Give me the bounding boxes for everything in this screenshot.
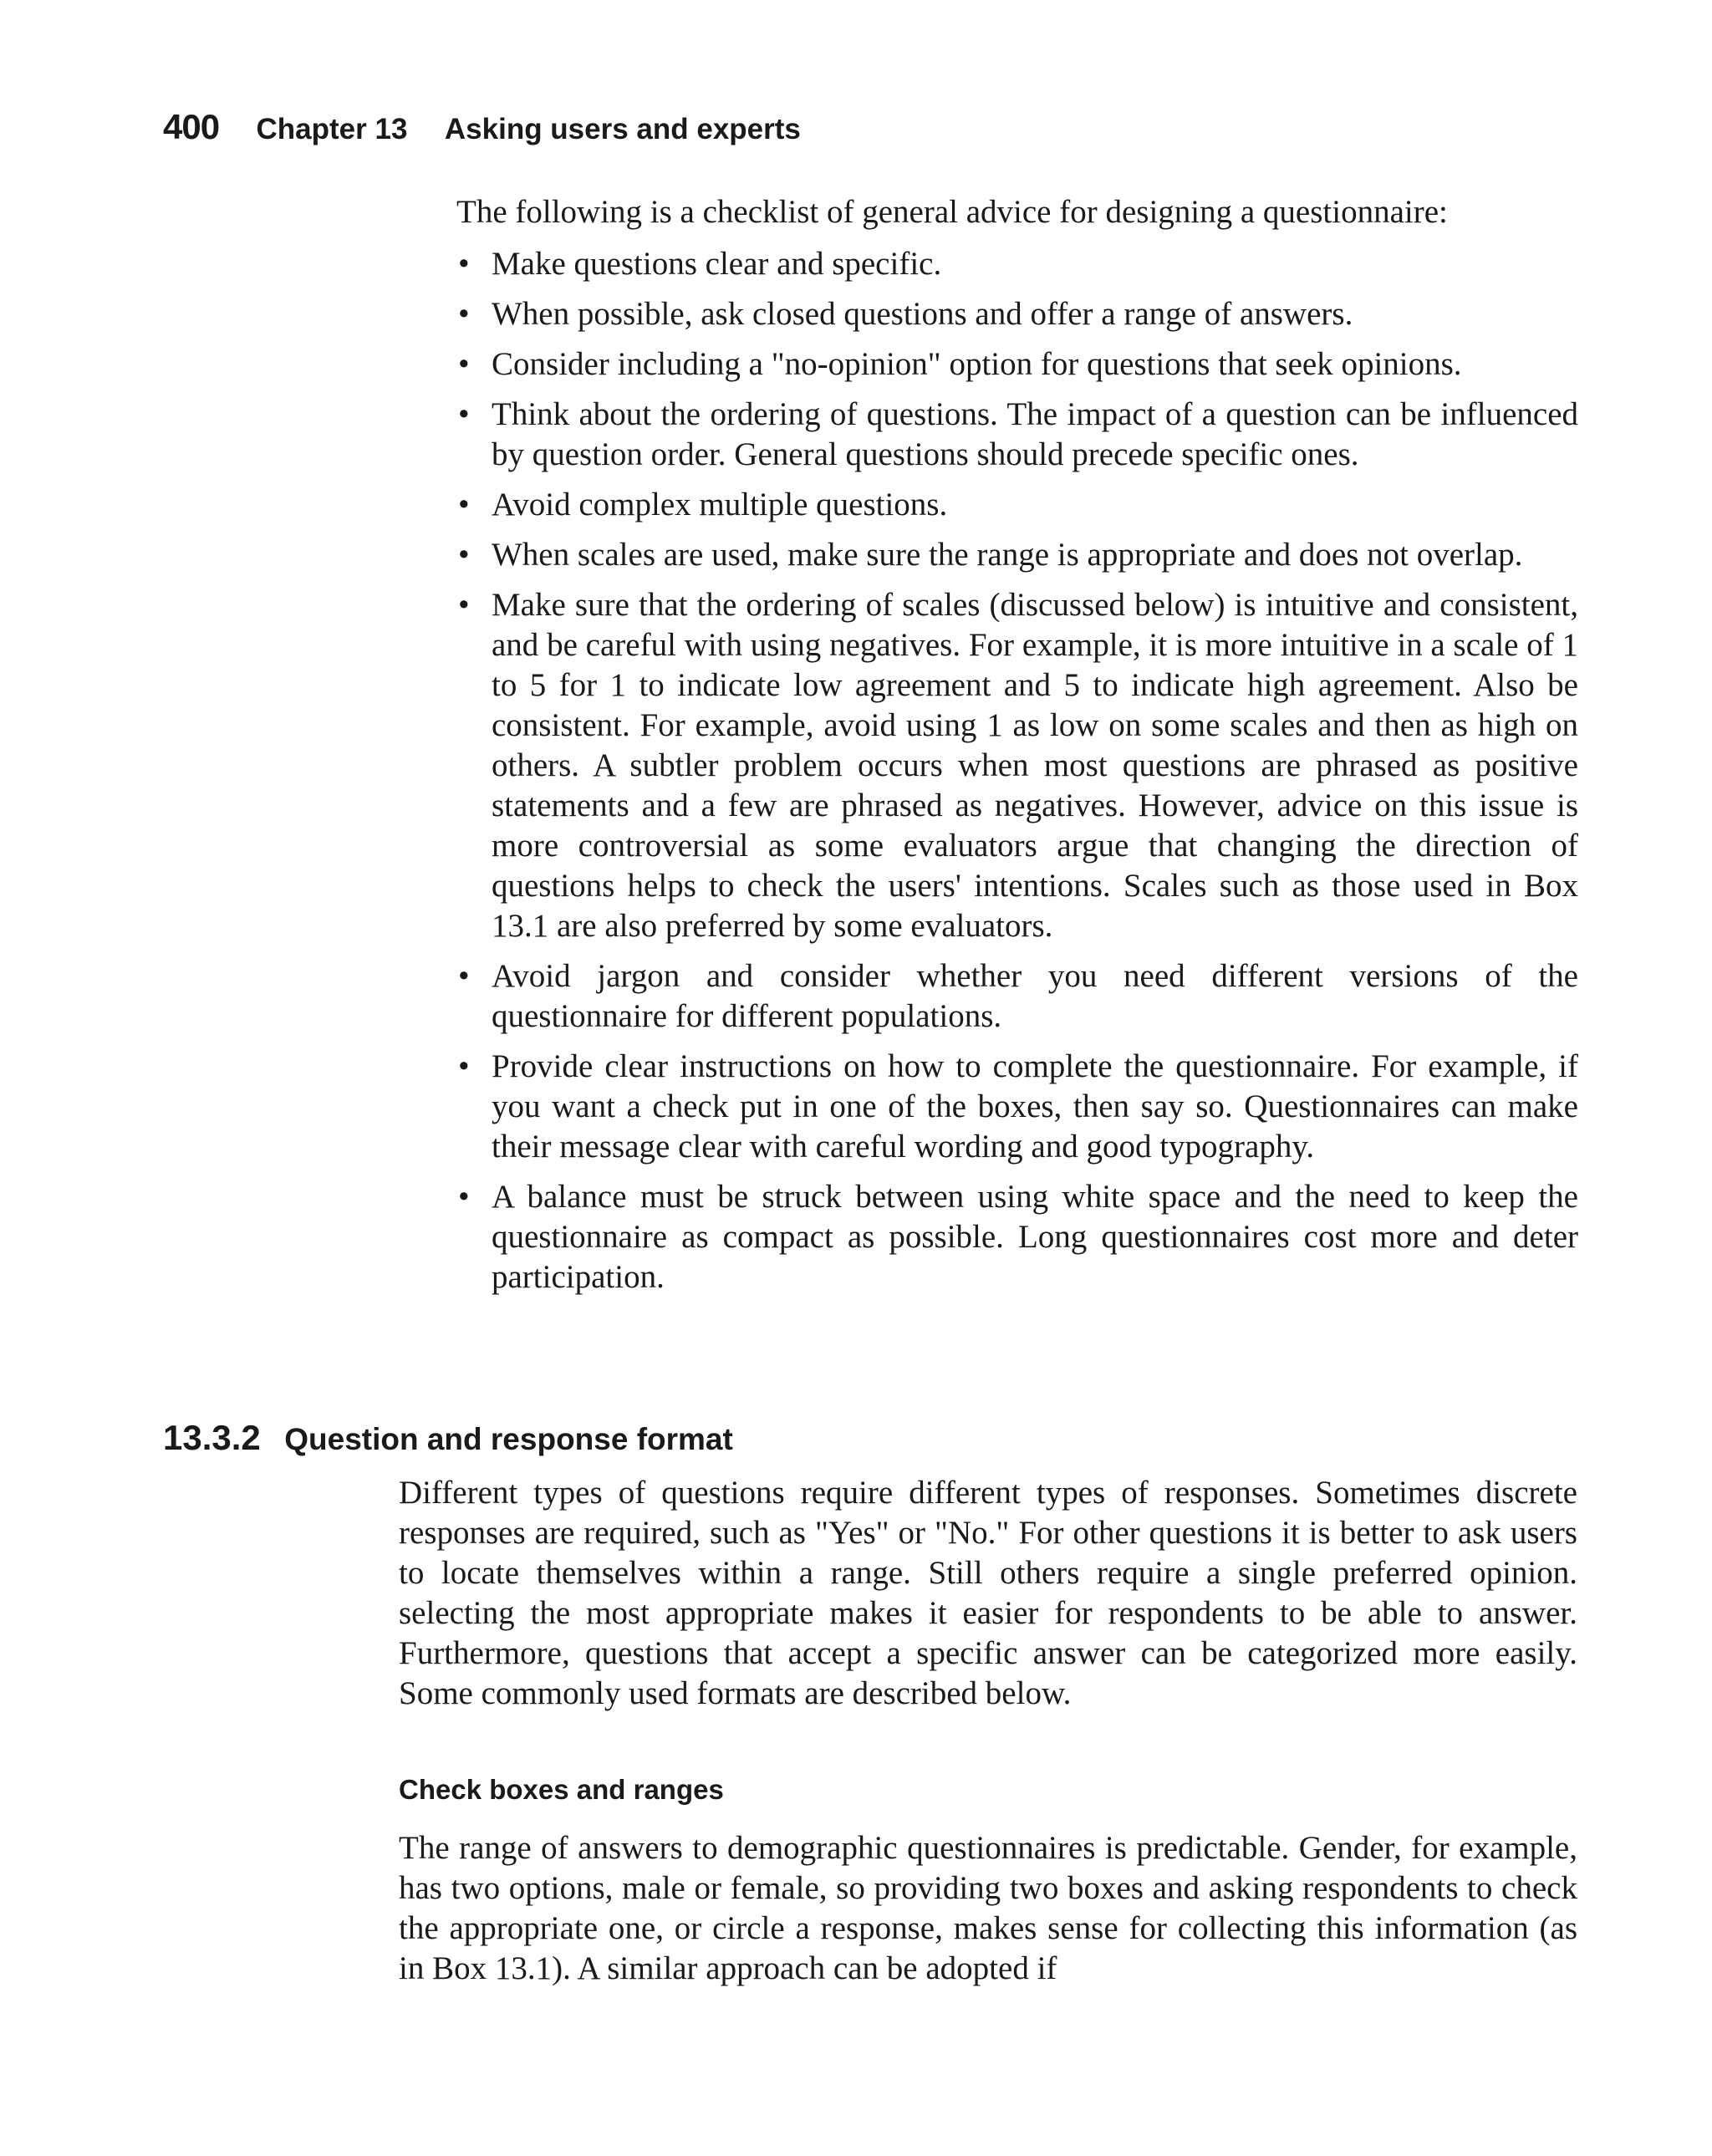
checklist-bullets <box>458 244 1578 1307</box>
section-number: 13.3.2 <box>163 1418 261 1457</box>
list-item <box>458 395 1578 475</box>
bullet-icon: • <box>458 296 470 332</box>
bullet-icon: • <box>458 537 470 573</box>
section-paragraph: Different types of questions require different types of responses. Sometimes discrete responses are required, such as "Yes" or "No." For other questions it is better to ask users to locate themselves within a range. Still others require a single preferred opinion. selecting the most appropriate makes it easier for respondents to be able to answer. Furthermore, questions that accept a specific answer can be categorized more easily. Some commonly used formats are described below. <box>399 1475 1577 1711</box>
bullet-text: Think about the ordering of questions. The impact of a question can be influenced by question order. General questions should precede specific ones. <box>492 396 1578 472</box>
list-item <box>458 1177 1578 1297</box>
list-item <box>458 294 1578 334</box>
list-item <box>458 956 1578 1037</box>
bullet-icon: • <box>458 346 470 382</box>
subsection-paragraph: The range of answers to demographic questionnaires is predictable. Gender, for example, has two options, male or female, so providing two boxes and asking respondents to check the appropriate one, or circle a response, makes sense for collecting this information (as in Box 13.1). A similar approach can be adopted if <box>399 1830 1577 1986</box>
list-item <box>458 244 1578 284</box>
bullet-icon: • <box>458 1048 470 1084</box>
checklist-intro: The following is a checklist of general advice for designing a questionnaire: <box>456 194 1448 230</box>
bullet-text: When scales are used, make sure the range is appropriate and does not overlap. <box>492 537 1523 573</box>
running-header <box>163 107 801 147</box>
list-item <box>458 485 1578 525</box>
bullet-text: Make questions clear and specific. <box>492 246 942 282</box>
bullet-text: A balance must be struck between using white space and the need to keep the questionnaire as compact as possible. Long questionnaires cost more and deter participation. <box>492 1179 1578 1295</box>
bullet-text: When possible, ask closed questions and offer a range of answers. <box>492 296 1353 332</box>
bullet-text: Avoid complex multiple questions. <box>492 487 948 522</box>
bullet-text: Make sure that the ordering of scales (discussed below) is intuitive and consistent, and be careful with using negatives. For example, it is more intuitive in a scale of 1 to 5 for 1 to indicate low agreement and 5 to indicate high agreement. Also be consistent. For example, avoid using 1 as low on some scales and then as high on others. A subtler problem occurs when most questions are phrased as positive statements and a few are phrased as negatives. However, advice on this issue is more controversial as some evaluators argue that changing the direction of questions helps to check the users' intentions. Scales such as those used in Box 13.1 are also preferred by some evaluators. <box>492 587 1578 944</box>
bullet-icon: • <box>458 587 470 623</box>
chapter-title: Asking users and experts <box>444 113 801 145</box>
bullet-text: Provide clear instructions on how to complete the questionnaire. For example, if you want a check put in one of the boxes, then say so. Questionnaires can make their message clear with careful wording and good typography. <box>492 1048 1578 1165</box>
section-heading <box>163 1418 733 1458</box>
bullet-text: Consider including a "no-opinion" option for questions that seek opinions. <box>492 346 1462 382</box>
list-item <box>458 1047 1578 1167</box>
chapter-label: Chapter 13 <box>256 113 408 145</box>
section-title: Question and response format <box>284 1422 733 1456</box>
list-item <box>458 535 1578 575</box>
page-number: 400 <box>163 107 220 146</box>
bullet-icon: • <box>458 958 470 994</box>
bullet-text: Avoid jargon and consider whether you need different versions of the questionnaire for different populations. <box>492 958 1578 1034</box>
subsection-title: Check boxes and ranges <box>399 1774 724 1805</box>
bullet-icon: • <box>458 246 470 282</box>
list-item <box>458 344 1578 385</box>
bullet-icon: • <box>458 396 470 432</box>
bullet-icon: • <box>458 487 470 522</box>
bullet-icon: • <box>458 1179 470 1215</box>
list-item <box>458 585 1578 946</box>
